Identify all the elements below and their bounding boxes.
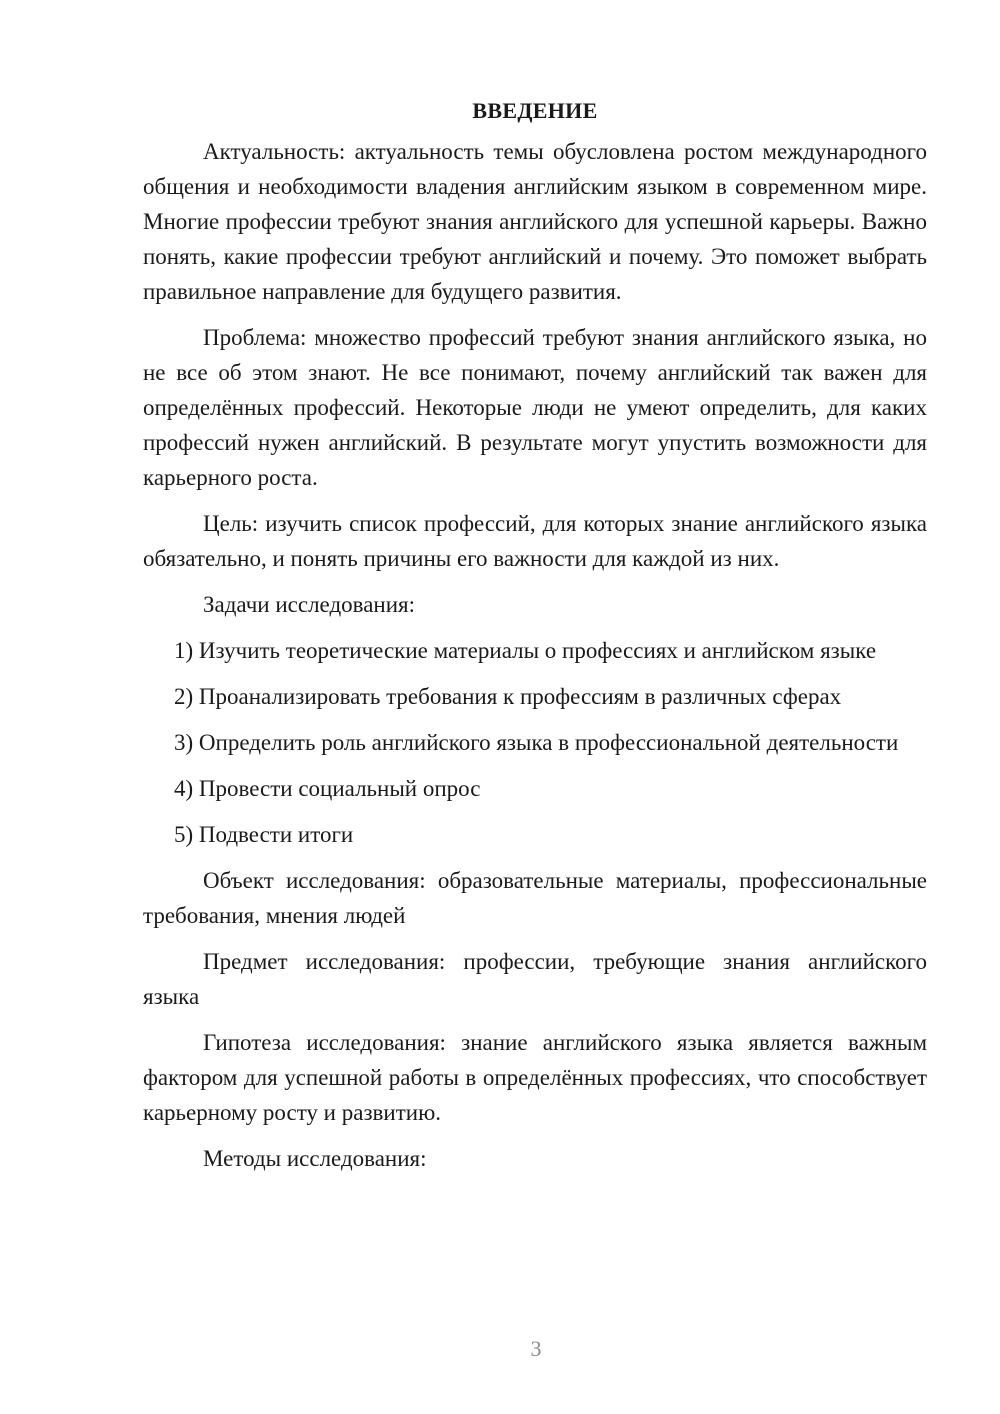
paragraph-relevance: Актуальность: актуальность темы обусловлена ростом международного общения и необходимости владения английским языком в современном мире. Многие профессии требуют знания английского для успешной карьеры. Важно понять, какие профессии требуют английский и почему. Это поможет выбрать правильное направление для будущего развития. — [143, 139, 927, 304]
page-number: 3 — [530, 1336, 542, 1361]
paragraph-problem: Проблема: множество профессий требуют знания английского языка, но не все об этом знают. Не все понимают, почему английский так важен для определённых профессий. Некоторые люди не умеют определить, для каких профессий нужен английский. В результате могут упустить возможности для карьерного роста. — [143, 325, 927, 490]
section-title: ВВЕДЕНИЕ — [472, 98, 598, 123]
tasks-heading: Задачи исследования: — [203, 592, 416, 617]
paragraph-hypothesis: Гипотеза исследования: знание английского языка является важным фактором для успешной работы в определённых профессиях, что способствует карьерному росту и развитию. — [143, 1030, 927, 1125]
task-item-4: 4) Провести социальный опрос — [174, 776, 481, 801]
page-content — [143, 93, 927, 1187]
task-item-5: 5) Подвести итоги — [174, 822, 354, 847]
paragraph-subject: Предмет исследования: профессии, требующие знания английского языка — [143, 949, 927, 1009]
methods-heading: Методы исследования: — [203, 1146, 427, 1171]
paragraph-goal: Цель: изучить список профессий, для которых знание английского языка обязательно, и понять причины его важности для каждой из них. — [143, 511, 927, 571]
task-item-3: 3) Определить роль английского языка в профессиональной деятельности — [174, 730, 899, 755]
task-item-1: 1) Изучить теоретические материалы о профессиях и английском языке — [174, 638, 877, 663]
task-item-2: 2) Проанализировать требования к профессиям в различных сферах — [174, 684, 842, 709]
paragraph-object: Объект исследования: образовательные материалы, профессиональные требования, мнения людей — [143, 868, 927, 928]
